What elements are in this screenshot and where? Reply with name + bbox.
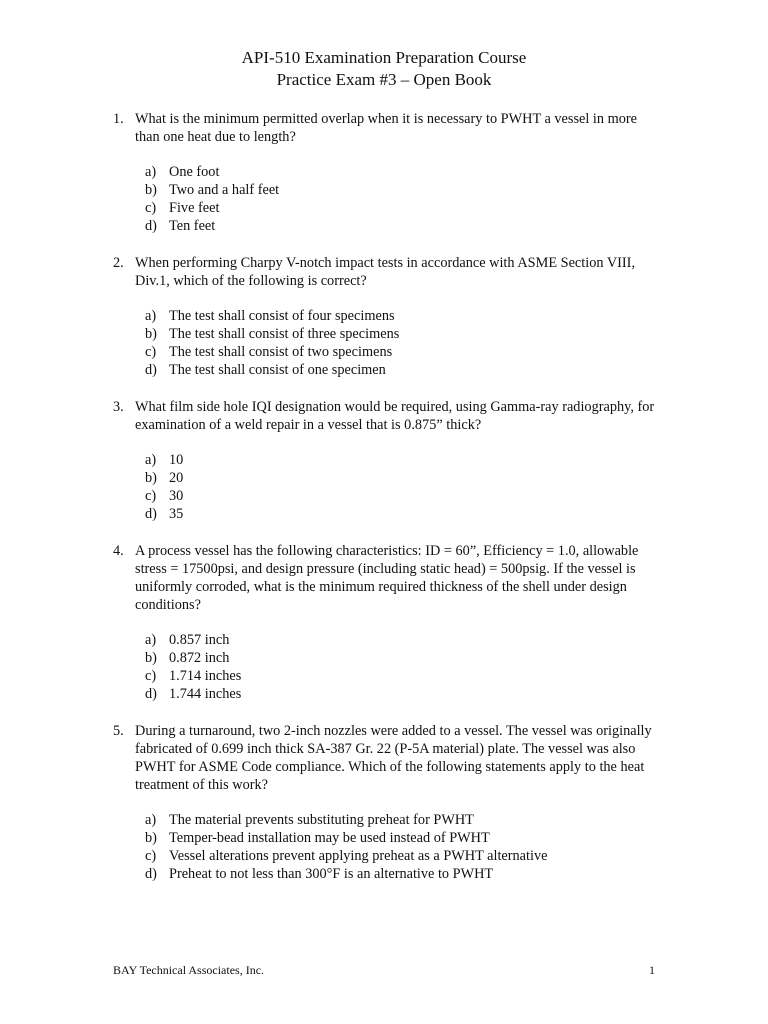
question-number: 1. bbox=[113, 111, 124, 127]
answer-text: Temper-bead installation may be used instead of PWHT bbox=[169, 830, 490, 846]
answer-letter: b) bbox=[145, 470, 157, 486]
question-number: 5. bbox=[113, 723, 124, 739]
answer-option bbox=[0, 199, 768, 217]
answer-letter: a) bbox=[145, 308, 157, 324]
answer-text: 30 bbox=[169, 488, 184, 504]
answer-letter: b) bbox=[145, 830, 157, 846]
answer-text: 0.857 inch bbox=[169, 632, 230, 648]
question-list bbox=[0, 110, 768, 883]
answer-text: The test shall consist of three specimens bbox=[169, 326, 400, 342]
answer-text: 10 bbox=[169, 452, 184, 468]
question-text: A process vessel has the following characteristics: ID = 60”, Efficiency = 1.0, allowable stress = 17500psi, and design pressure (including static head) = 500psig. If the vessel is uniformly corroded, what is the minimum required thickness of the shell under design conditions? bbox=[135, 543, 639, 613]
answer-option bbox=[0, 667, 768, 685]
answer-options bbox=[0, 811, 768, 883]
answer-option bbox=[0, 361, 768, 379]
answer-option bbox=[0, 343, 768, 361]
answer-text: The test shall consist of one specimen bbox=[169, 362, 386, 378]
question-text: What film side hole IQI designation would be required, using Gamma-ray radiography, for examination of a weld repair in a vessel that is 0.875” thick? bbox=[135, 399, 655, 433]
question-text: When performing Charpy V-notch impact tests in accordance with ASME Section VIII, Div.1, which of the following is correct? bbox=[135, 255, 636, 289]
answer-text: One foot bbox=[169, 164, 220, 180]
answer-letter: c) bbox=[145, 488, 157, 504]
answer-option bbox=[0, 631, 768, 649]
answer-text: The material prevents substituting preheat for PWHT bbox=[169, 812, 474, 828]
answer-letter: a) bbox=[145, 812, 157, 828]
question-3 bbox=[0, 398, 768, 523]
answer-letter: d) bbox=[145, 218, 157, 234]
document-subtitle: Practice Exam #3 – Open Book bbox=[276, 70, 492, 89]
answer-letter: c) bbox=[145, 848, 157, 864]
question-number: 3. bbox=[113, 399, 124, 415]
answer-option bbox=[0, 181, 768, 199]
answer-letter: c) bbox=[145, 668, 157, 684]
question-text: What is the minimum permitted overlap when it is necessary to PWHT a vessel in more than one heat due to length? bbox=[135, 111, 637, 145]
answer-letter: b) bbox=[145, 182, 157, 198]
answer-text: Five feet bbox=[169, 200, 220, 216]
question-2 bbox=[0, 254, 768, 379]
document-header bbox=[0, 47, 768, 91]
answer-text: 1.744 inches bbox=[169, 686, 242, 702]
answer-options bbox=[0, 307, 768, 379]
answer-option bbox=[0, 865, 768, 883]
answer-text: 0.872 inch bbox=[169, 650, 230, 666]
answer-option bbox=[0, 469, 768, 487]
answer-text: 35 bbox=[169, 506, 184, 522]
answer-option bbox=[0, 685, 768, 703]
answer-text: Preheat to not less than 300°F is an alternative to PWHT bbox=[169, 866, 494, 882]
answer-text: 1.714 inches bbox=[169, 668, 242, 684]
question-4 bbox=[0, 542, 768, 703]
answer-letter: a) bbox=[145, 452, 157, 468]
answer-option bbox=[0, 217, 768, 235]
answer-letter: c) bbox=[145, 344, 157, 360]
answer-option bbox=[0, 451, 768, 469]
answer-text: The test shall consist of four specimens bbox=[169, 308, 395, 324]
answer-letter: a) bbox=[145, 632, 157, 648]
question-text: During a turnaround, two 2-inch nozzles were added to a vessel. The vessel was originally fabricated of 0.699 inch thick SA-387 Gr. 22 (P-5A material) plate. The vessel was also PWHT for ASME Code compliance. Which of the following statements apply to the heat treatment of this work? bbox=[135, 723, 652, 793]
answer-letter: d) bbox=[145, 866, 157, 882]
question-5 bbox=[0, 722, 768, 883]
answer-text: Vessel alterations prevent applying preheat as a PWHT alternative bbox=[169, 848, 548, 864]
footer-company: BAY Technical Associates, Inc. bbox=[113, 963, 265, 977]
answer-letter: a) bbox=[145, 164, 157, 180]
answer-option bbox=[0, 811, 768, 829]
answer-text: Ten feet bbox=[169, 218, 216, 234]
answer-option bbox=[0, 307, 768, 325]
answer-option bbox=[0, 163, 768, 181]
answer-letter: d) bbox=[145, 362, 157, 378]
answer-letter: b) bbox=[145, 650, 157, 666]
question-1 bbox=[0, 110, 768, 235]
question-number: 2. bbox=[113, 255, 124, 271]
document-title: API-510 Examination Preparation Course bbox=[241, 48, 527, 67]
page-number: 1 bbox=[649, 963, 655, 977]
answer-options bbox=[0, 451, 768, 523]
answer-text: Two and a half feet bbox=[169, 182, 280, 198]
answer-letter: c) bbox=[145, 200, 157, 216]
answer-option bbox=[0, 829, 768, 847]
answer-option bbox=[0, 487, 768, 505]
answer-letter: b) bbox=[145, 326, 157, 342]
answer-letter: d) bbox=[145, 506, 157, 522]
answer-options bbox=[0, 163, 768, 235]
question-number: 4. bbox=[113, 543, 124, 559]
answer-text: 20 bbox=[169, 470, 184, 486]
answer-letter: d) bbox=[145, 686, 157, 702]
answer-option bbox=[0, 847, 768, 865]
answer-text: The test shall consist of two specimens bbox=[169, 344, 393, 360]
answer-options bbox=[0, 631, 768, 703]
answer-option bbox=[0, 649, 768, 667]
answer-option bbox=[0, 505, 768, 523]
answer-option bbox=[0, 325, 768, 343]
